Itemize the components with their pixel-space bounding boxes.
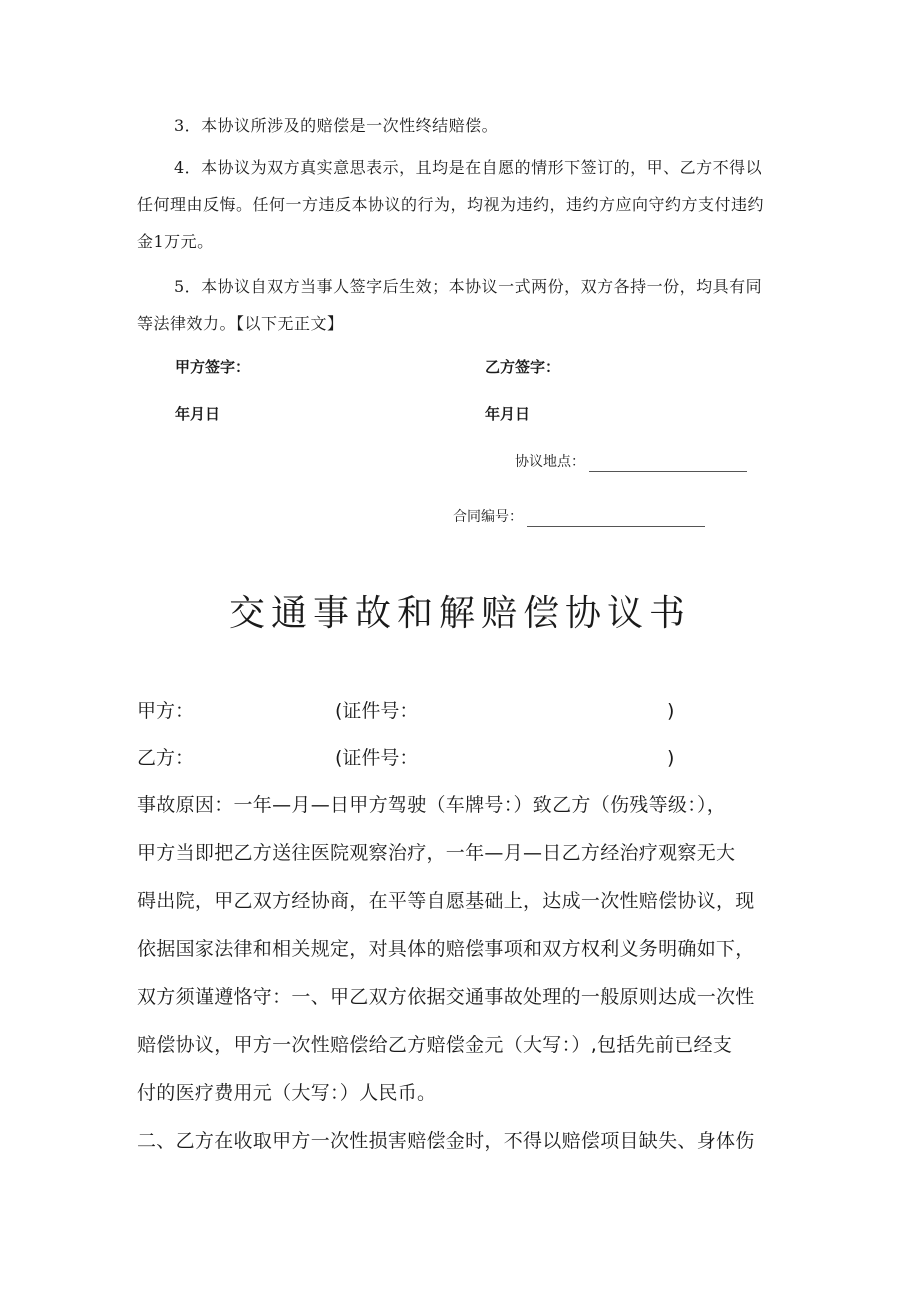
- clause-4-line-1: 4．本协议为双方真实意思表示，且均是在自愿的情形下签订的，甲、乙方不得以: [174, 158, 763, 177]
- body-line: 付的医疗费用元（大写：）人民币。: [137, 1082, 437, 1104]
- agreement-place-label: 协议地点：: [515, 454, 585, 470]
- body-line: 事故原因：一年—月—日甲方驾驶（车牌号：）致乙方（伤残等级：），: [137, 794, 727, 816]
- clause-3: [137, 107, 787, 144]
- party-b-date-label: 年月日: [485, 405, 531, 423]
- body-line: 二、乙方在收取甲方一次性损害赔偿金时，不得以赔偿项目缺失、身体伤: [137, 1130, 755, 1152]
- clause-5: [137, 268, 787, 342]
- agreement-place-field: [515, 452, 747, 472]
- body-line: 碍出院，甲乙双方经协商，在平等自愿基础上，达成一次性赔偿协议，现: [137, 890, 755, 912]
- clause-5-line-1: 5．本协议自双方当事人签字后生效；本协议一式两份，双方各持一份，均具有同: [174, 277, 763, 296]
- party-a-signature-label: 甲方签字：: [175, 358, 251, 376]
- agreement-body: [137, 781, 787, 1165]
- party-b-id-label: (证件号：: [335, 747, 419, 769]
- party-b-signature-label: 乙方签字：: [485, 358, 561, 376]
- document-title: 交通事故和解赔偿协议书: [228, 593, 691, 634]
- clause-4-line-2: 任何理由反悔。任何一方违反本协议的行为，均视为违约，违约方应向守约方支付违约: [137, 195, 765, 214]
- clause-4-line-3: 金1万元。: [137, 232, 214, 251]
- party-a-id-close: ): [667, 700, 675, 722]
- party-b-label: 乙方：: [137, 747, 195, 769]
- body-line: 甲方当即把乙方送往医院观察治疗，一年—月—日乙方经治疗观察无大: [137, 842, 736, 864]
- party-b-row: [137, 743, 675, 773]
- contract-number-field: [453, 507, 705, 527]
- body-line: 依据国家法律和相关规定，对具体的赔偿事项和双方权利义务明确如下，: [137, 938, 755, 960]
- party-b-id-close: ): [667, 747, 675, 769]
- agreement-place-blank: [589, 457, 747, 472]
- body-line: 双方须谨遵恪守：一、甲乙双方依据交通事故处理的一般原则达成一次性: [137, 986, 755, 1008]
- clause-5-line-2: 等法律效力。【以下无正文】: [137, 314, 344, 333]
- body-line: 赔偿协议，甲方一次性赔偿给乙方赔偿金元（大写：）,包括先前已经支: [137, 1034, 733, 1056]
- party-a-date-label: 年月日: [175, 405, 221, 423]
- party-a-id-label: (证件号：: [335, 700, 419, 722]
- party-a-label: 甲方：: [137, 700, 195, 722]
- contract-number-blank: [527, 512, 705, 527]
- party-a-row: [137, 696, 675, 726]
- clause-4: [137, 149, 787, 260]
- contract-number-label: 合同编号：: [453, 509, 523, 525]
- clause-3-text: 3．本协议所涉及的赔偿是一次性终结赔偿。: [174, 116, 499, 135]
